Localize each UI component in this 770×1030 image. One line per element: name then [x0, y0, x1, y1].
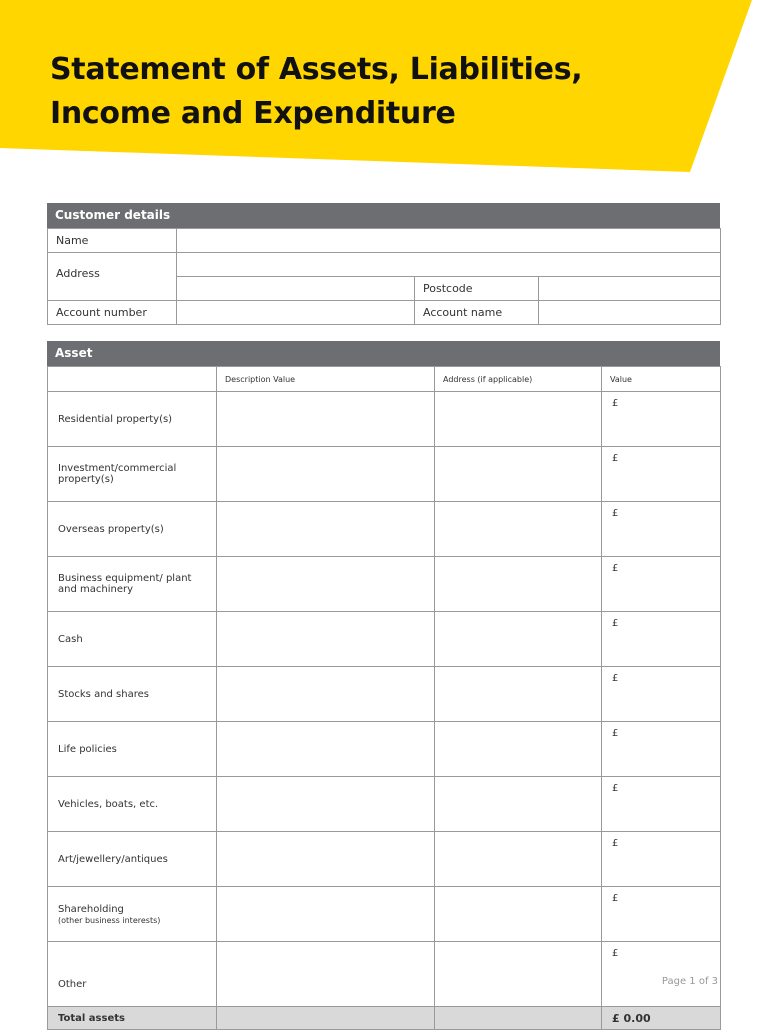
total-assets-spacer — [435, 1007, 602, 1030]
asset-row-label — [48, 832, 217, 887]
currency-symbol: £ — [612, 948, 619, 959]
asset-row-label — [48, 447, 217, 502]
asset-row — [48, 447, 721, 502]
asset-value-field[interactable] — [602, 392, 721, 447]
asset-row — [48, 942, 721, 1007]
asset-label-text: Residential property(s) — [58, 413, 173, 425]
currency-symbol: £ — [612, 563, 619, 574]
asset-description-field[interactable] — [217, 612, 435, 667]
asset-label-text: Shareholding — [58, 903, 124, 915]
name-field[interactable] — [177, 229, 721, 253]
asset-label-text: Overseas property(s) — [58, 523, 164, 535]
page-number: Page 1 of 3 — [661, 976, 718, 987]
address-label: Address — [48, 253, 177, 301]
title-line-1: Statement of Assets, Liabilities, — [50, 52, 583, 87]
asset-label-text: Art/jewellery/antiques — [58, 853, 168, 865]
asset-address-field[interactable] — [435, 447, 602, 502]
asset-row — [48, 557, 721, 612]
asset-address-field[interactable] — [435, 612, 602, 667]
asset-address-field[interactable] — [435, 557, 602, 612]
asset-row-label — [48, 612, 217, 667]
asset-address-field[interactable] — [435, 392, 602, 447]
asset-address-field[interactable] — [435, 722, 602, 777]
asset-value-field[interactable] — [602, 777, 721, 832]
asset-description-field[interactable] — [217, 887, 435, 942]
account-name-label: Account name — [415, 301, 539, 325]
asset-address-field[interactable] — [435, 777, 602, 832]
total-assets-label: Total assets — [48, 1007, 217, 1030]
asset-header: Asset — [47, 341, 720, 366]
asset-value-field[interactable] — [602, 667, 721, 722]
page-title — [50, 48, 582, 136]
asset-row-label — [48, 502, 217, 557]
customer-details-header: Customer details — [47, 203, 720, 228]
address-field-line-2[interactable] — [177, 277, 415, 301]
total-assets-spacer — [217, 1007, 435, 1030]
asset-row — [48, 392, 721, 447]
asset-value-field[interactable] — [602, 832, 721, 887]
asset-label-text: Investment/commercial property(s) — [58, 463, 177, 485]
currency-symbol: £ — [612, 893, 619, 904]
title-line-2: Income and Expenditure — [50, 96, 456, 131]
asset-value-field[interactable] — [602, 612, 721, 667]
asset-value-field[interactable] — [602, 447, 721, 502]
asset-label-text: Life policies — [58, 743, 117, 755]
asset-row — [48, 832, 721, 887]
asset-description-field[interactable] — [217, 502, 435, 557]
postcode-label: Postcode — [415, 277, 539, 301]
asset-value-field[interactable] — [602, 722, 721, 777]
asset-row — [48, 502, 721, 557]
postcode-field[interactable] — [539, 277, 721, 301]
asset-row — [48, 612, 721, 667]
asset-label-text: Stocks and shares — [58, 688, 149, 700]
asset-label-text: Other — [58, 979, 87, 990]
asset-description-field[interactable] — [217, 777, 435, 832]
asset-label-text: Cash — [58, 633, 83, 645]
asset-description-field[interactable] — [217, 832, 435, 887]
asset-value-field[interactable] — [602, 942, 721, 1007]
currency-symbol: £ — [612, 508, 619, 519]
asset-address-field[interactable] — [435, 502, 602, 557]
asset-row — [48, 777, 721, 832]
asset-address-field[interactable] — [435, 832, 602, 887]
customer-details-table — [47, 228, 721, 325]
asset-row-label — [48, 557, 217, 612]
asset-row-label — [48, 392, 217, 447]
currency-symbol: £ — [612, 398, 619, 409]
asset-row-label — [48, 942, 217, 1007]
asset-row-label — [48, 777, 217, 832]
asset-label-text: Vehicles, boats, etc. — [58, 798, 159, 810]
column-header-description: Description Value — [217, 367, 435, 392]
currency-symbol: £ — [612, 618, 619, 629]
asset-label-subtext: (other business interests) — [58, 915, 161, 925]
asset-description-field[interactable] — [217, 722, 435, 777]
asset-table — [47, 366, 721, 1030]
asset-description-field[interactable] — [217, 667, 435, 722]
column-header-address: Address (if applicable) — [435, 367, 602, 392]
name-label: Name — [48, 229, 177, 253]
asset-column-category — [48, 367, 217, 392]
account-name-field[interactable] — [539, 301, 721, 325]
asset-row-label — [48, 667, 217, 722]
asset-description-field[interactable] — [217, 942, 435, 1007]
asset-row-label — [48, 887, 217, 942]
asset-label-text: Business equipment/ plant and machinery — [58, 573, 192, 595]
account-number-label: Account number — [48, 301, 177, 325]
address-field-line-1[interactable] — [177, 253, 721, 277]
asset-value-field[interactable] — [602, 557, 721, 612]
asset-row — [48, 887, 721, 942]
asset-value-field[interactable] — [602, 887, 721, 942]
currency-symbol: £ — [612, 838, 619, 849]
currency-symbol: £ — [612, 453, 619, 464]
account-number-field[interactable] — [177, 301, 415, 325]
currency-symbol: £ — [612, 783, 619, 794]
asset-row — [48, 722, 721, 777]
asset-address-field[interactable] — [435, 942, 602, 1007]
asset-description-field[interactable] — [217, 392, 435, 447]
asset-row — [48, 667, 721, 722]
asset-address-field[interactable] — [435, 887, 602, 942]
total-assets-value: £ 0.00 — [602, 1007, 721, 1030]
asset-value-field[interactable] — [602, 502, 721, 557]
column-header-value: Value — [602, 367, 721, 392]
currency-symbol: £ — [612, 673, 619, 684]
asset-address-field[interactable] — [435, 667, 602, 722]
asset-row-label — [48, 722, 217, 777]
asset-description-field[interactable] — [217, 557, 435, 612]
currency-symbol: £ — [612, 728, 619, 739]
asset-description-field[interactable] — [217, 447, 435, 502]
